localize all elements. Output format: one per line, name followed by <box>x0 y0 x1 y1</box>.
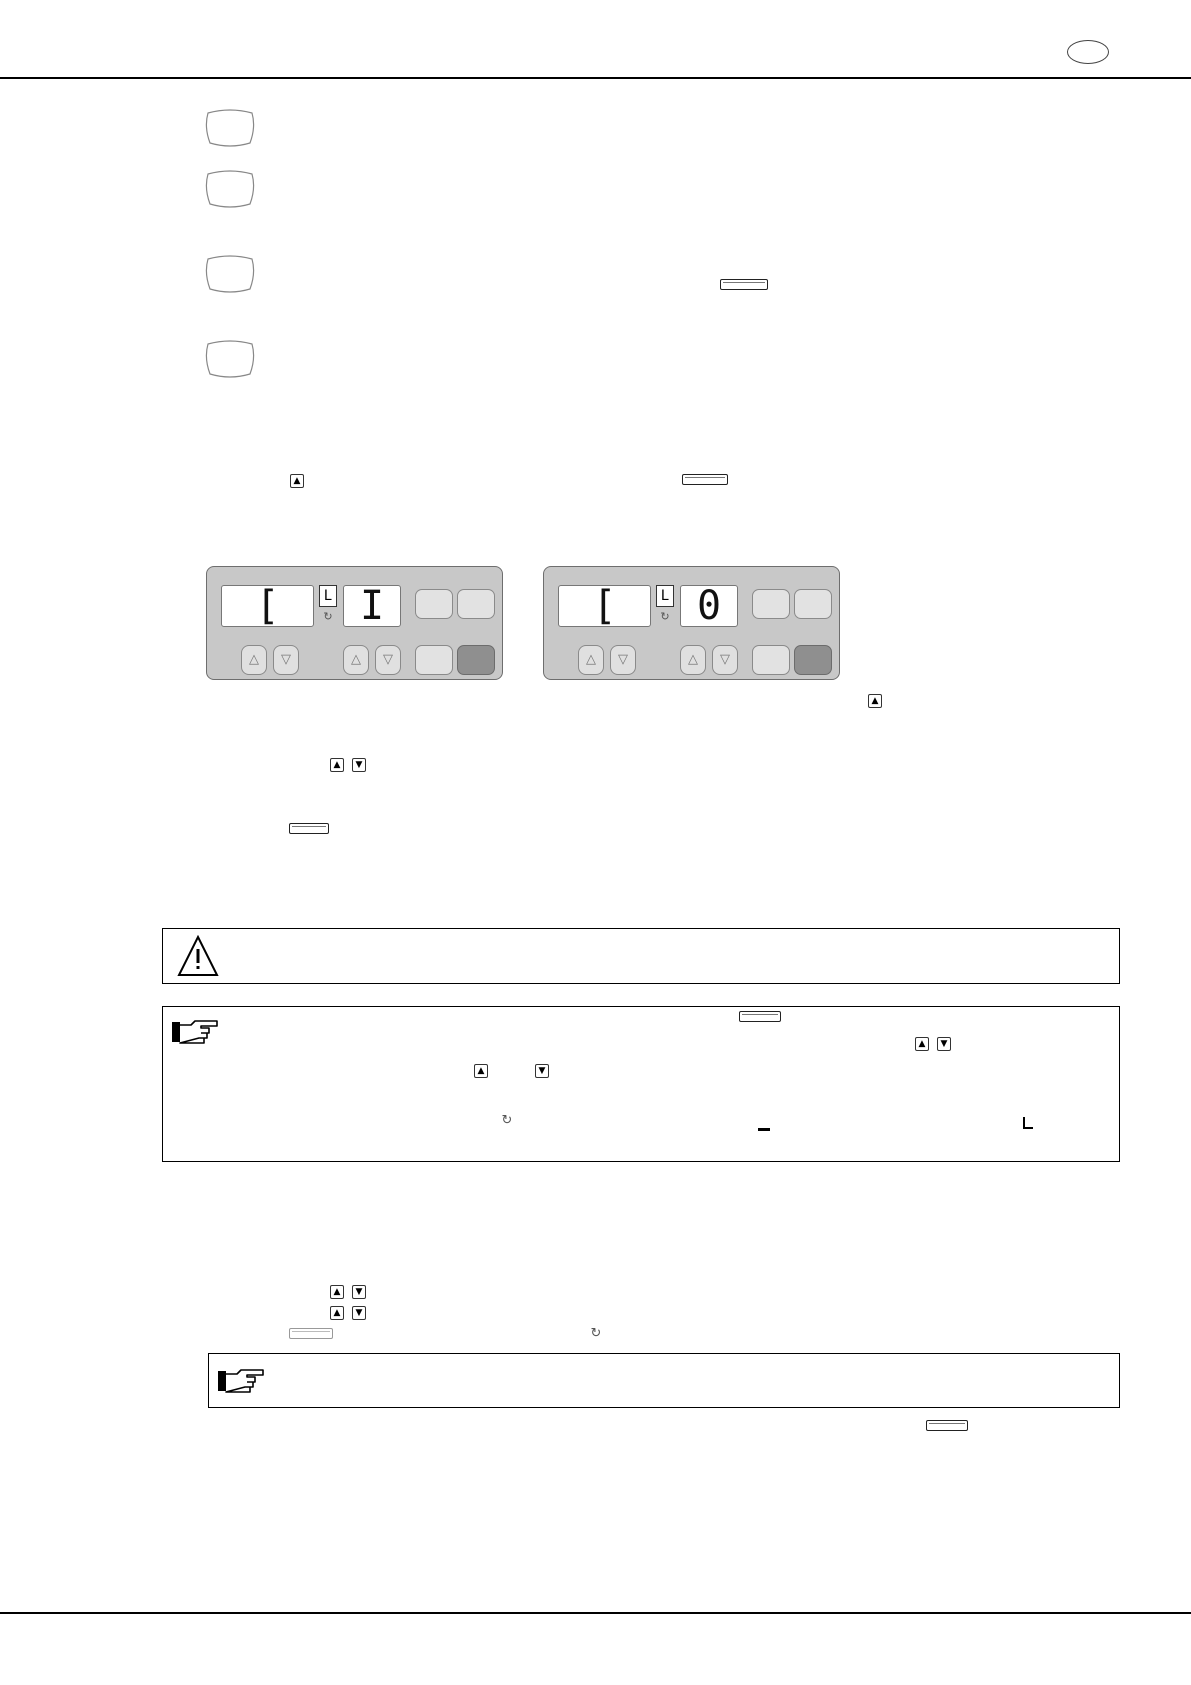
note-box-2 <box>208 1353 1120 1408</box>
down-arrow-key-icon: ▼ <box>535 1064 549 1078</box>
up-arrow-key-icon: ▲ <box>474 1064 488 1078</box>
panel-up-button[interactable]: △ <box>241 645 267 675</box>
down-arrow-key-icon: ▼ <box>352 1306 366 1320</box>
language-badge <box>1067 40 1109 64</box>
panel-button[interactable] <box>794 589 832 619</box>
dash-symbol-icon <box>758 1128 770 1131</box>
key-symbol-icon <box>289 1328 333 1339</box>
panel-button-dark[interactable] <box>457 645 495 675</box>
up-arrow-key-icon: ▲ <box>330 1306 344 1320</box>
rotation-icon: ↻ <box>660 610 670 623</box>
up-arrow-key-icon: ▲ <box>330 758 344 772</box>
left-display: [ <box>221 585 314 627</box>
mode-indicator: L <box>319 585 337 607</box>
key-symbol-icon <box>926 1420 968 1431</box>
panel-up-button[interactable]: △ <box>680 645 706 675</box>
panel-button[interactable] <box>415 589 453 619</box>
panel-button[interactable] <box>457 589 495 619</box>
panel-down-button[interactable]: ▽ <box>375 645 401 675</box>
rotation-icon: ↻ <box>501 1113 513 1128</box>
panel-down-button[interactable]: ▽ <box>273 645 299 675</box>
mode-indicator: L <box>656 585 674 607</box>
control-panel-1 <box>206 566 503 680</box>
panel-up-button[interactable]: △ <box>578 645 604 675</box>
header-rule <box>0 77 1191 79</box>
panel-button[interactable] <box>415 645 453 675</box>
pointing-hand-icon <box>171 1019 219 1045</box>
panel-button[interactable] <box>752 589 790 619</box>
down-arrow-key-icon: ▼ <box>937 1037 951 1051</box>
key-symbol-icon <box>289 823 329 834</box>
panel-button-dark[interactable] <box>794 645 832 675</box>
step-2-icon <box>202 168 258 210</box>
l-symbol-icon <box>1023 1117 1033 1129</box>
footer-rule <box>0 1612 1191 1614</box>
up-arrow-key-icon: ▲ <box>290 474 304 488</box>
panel-up-button[interactable]: △ <box>343 645 369 675</box>
up-arrow-key-icon: ▲ <box>330 1285 344 1299</box>
step-3-icon <box>202 253 258 295</box>
warning-box <box>162 928 1120 984</box>
control-panel-2 <box>543 566 840 680</box>
panel-button[interactable] <box>752 645 790 675</box>
up-arrow-key-icon: ▲ <box>868 694 882 708</box>
left-display: [ <box>558 585 651 627</box>
panel-down-button[interactable]: ▽ <box>610 645 636 675</box>
panel-down-button[interactable]: ▽ <box>712 645 738 675</box>
step-4-icon <box>202 338 258 380</box>
key-symbol-icon <box>682 474 728 485</box>
up-arrow-key-icon: ▲ <box>915 1037 929 1051</box>
rotation-icon: ↻ <box>323 610 333 623</box>
key-symbol-icon <box>739 1011 781 1022</box>
note-box <box>162 1006 1120 1162</box>
rotation-icon: ↻ <box>590 1326 602 1341</box>
right-display: 0 <box>680 585 738 627</box>
warning-icon <box>177 935 219 977</box>
pointing-hand-icon <box>217 1368 265 1394</box>
down-arrow-key-icon: ▼ <box>352 758 366 772</box>
right-display: I <box>343 585 401 627</box>
step-1-icon <box>202 107 258 149</box>
down-arrow-key-icon: ▼ <box>352 1285 366 1299</box>
key-symbol-icon <box>720 279 768 290</box>
